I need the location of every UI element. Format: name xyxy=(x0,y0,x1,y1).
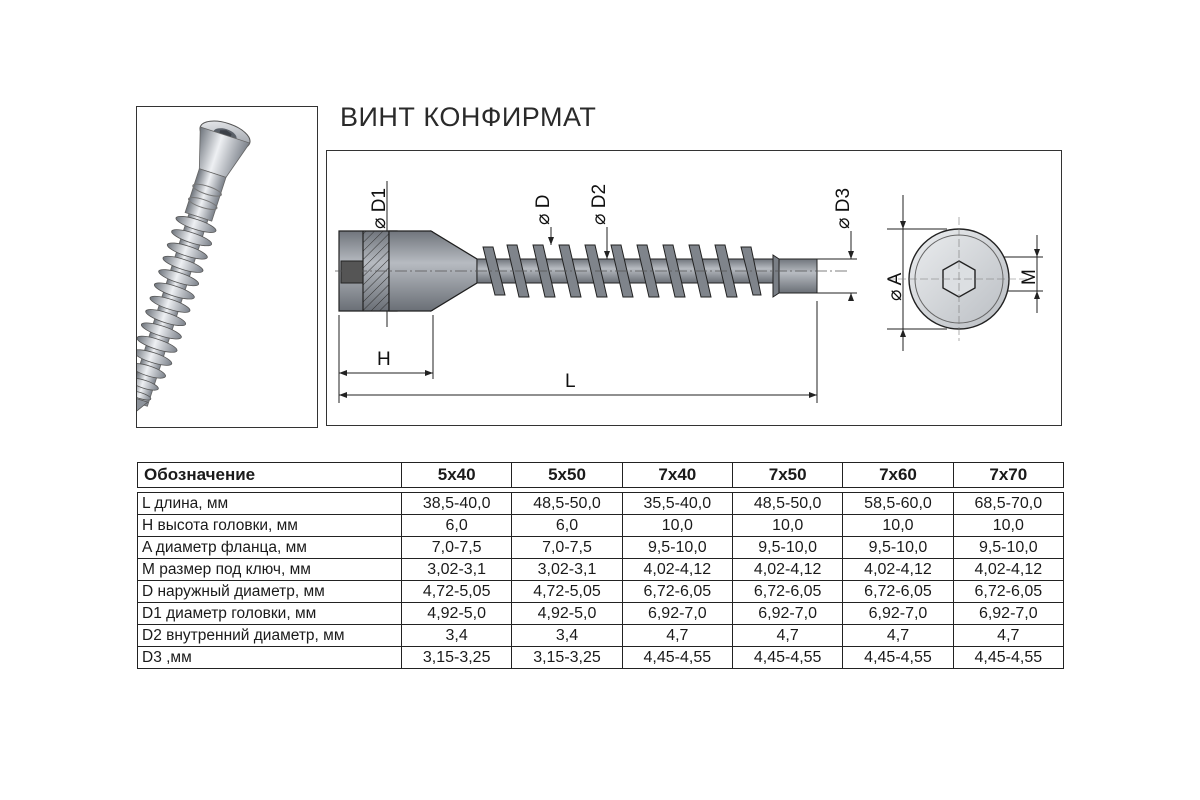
table-cell: 58,5-60,0 xyxy=(843,493,953,515)
table-cell: 4,72-5,05 xyxy=(402,581,512,603)
header-designation: Обозначение xyxy=(138,463,402,488)
param-label: M размер под ключ, мм xyxy=(138,559,402,581)
table-cell: 6,0 xyxy=(512,515,622,537)
label-l: L xyxy=(565,371,576,392)
table-cell: 10,0 xyxy=(732,515,842,537)
table-cell: 4,02-4,12 xyxy=(622,559,732,581)
table-cell: 10,0 xyxy=(953,515,1063,537)
header-size: 5x50 xyxy=(512,463,622,488)
table-cell: 3,4 xyxy=(402,625,512,647)
table-cell: 6,72-6,05 xyxy=(622,581,732,603)
label-d3: ⌀ D3 xyxy=(833,187,854,229)
header-size: 5x40 xyxy=(402,463,512,488)
spec-table xyxy=(137,462,1064,669)
label-m: M xyxy=(1019,269,1040,285)
header-size: 7x50 xyxy=(732,463,842,488)
table-cell: 3,02-3,1 xyxy=(512,559,622,581)
table-cell: 68,5-70,0 xyxy=(953,493,1063,515)
screw-photo xyxy=(136,106,318,428)
table-cell: 4,45-4,55 xyxy=(732,647,842,669)
table-row xyxy=(138,537,1064,559)
param-label: D3 ,мм xyxy=(138,647,402,669)
table-cell: 9,5-10,0 xyxy=(953,537,1063,559)
param-label: A диаметр фланца, мм xyxy=(138,537,402,559)
table-header-row xyxy=(138,463,1064,488)
table-cell: 4,7 xyxy=(622,625,732,647)
page-title: ВИНТ КОНФИРМАТ xyxy=(340,102,597,132)
table-cell: 6,72-6,05 xyxy=(732,581,842,603)
table-cell: 6,0 xyxy=(402,515,512,537)
table-cell: 4,7 xyxy=(843,625,953,647)
header-size: 7x70 xyxy=(953,463,1063,488)
table-cell: 38,5-40,0 xyxy=(402,493,512,515)
header-size: 7x40 xyxy=(622,463,732,488)
table-cell: 3,02-3,1 xyxy=(402,559,512,581)
table-cell: 4,45-4,55 xyxy=(622,647,732,669)
table-cell: 4,92-5,0 xyxy=(402,603,512,625)
table-cell: 4,02-4,12 xyxy=(732,559,842,581)
param-label: D наружный диаметр, мм xyxy=(138,581,402,603)
table-cell: 6,92-7,0 xyxy=(843,603,953,625)
param-label: D2 внутренний диаметр, мм xyxy=(138,625,402,647)
table-cell: 6,92-7,0 xyxy=(732,603,842,625)
param-label: H высота головки, мм xyxy=(138,515,402,537)
label-a: ⌀ A xyxy=(885,272,906,301)
table-cell: 48,5-50,0 xyxy=(512,493,622,515)
label-h: H xyxy=(377,349,391,370)
table-cell: 9,5-10,0 xyxy=(622,537,732,559)
table-row xyxy=(138,559,1064,581)
table-cell: 3,15-3,25 xyxy=(512,647,622,669)
table-cell: 4,45-4,55 xyxy=(953,647,1063,669)
table-cell: 4,92-5,0 xyxy=(512,603,622,625)
table-row xyxy=(138,515,1064,537)
table-cell: 9,5-10,0 xyxy=(843,537,953,559)
table-row xyxy=(138,581,1064,603)
table-cell: 7,0-7,5 xyxy=(402,537,512,559)
table-row xyxy=(138,603,1064,625)
param-label: L длина, мм xyxy=(138,493,402,515)
table-cell: 7,0-7,5 xyxy=(512,537,622,559)
table-cell: 3,4 xyxy=(512,625,622,647)
table-cell: 48,5-50,0 xyxy=(732,493,842,515)
label-d: ⌀ D xyxy=(533,194,554,225)
table-row xyxy=(138,625,1064,647)
table-cell: 3,15-3,25 xyxy=(402,647,512,669)
header-size: 7x60 xyxy=(843,463,953,488)
param-label: D1 диаметр головки, мм xyxy=(138,603,402,625)
table-cell: 6,72-6,05 xyxy=(843,581,953,603)
table-cell: 4,7 xyxy=(953,625,1063,647)
screw-photo-image xyxy=(137,107,317,427)
table-cell: 4,02-4,12 xyxy=(953,559,1063,581)
table-cell: 35,5-40,0 xyxy=(622,493,732,515)
table-row xyxy=(138,493,1064,515)
technical-drawing xyxy=(326,150,1062,426)
table-cell: 10,0 xyxy=(843,515,953,537)
table-cell: 10,0 xyxy=(622,515,732,537)
table-cell: 4,02-4,12 xyxy=(843,559,953,581)
table-cell: 4,7 xyxy=(732,625,842,647)
table-cell: 6,72-6,05 xyxy=(953,581,1063,603)
table-cell: 6,92-7,0 xyxy=(622,603,732,625)
screw-drawing xyxy=(327,151,1061,425)
screw-end-view xyxy=(887,217,1031,341)
table-cell: 6,92-7,0 xyxy=(953,603,1063,625)
table-cell: 9,5-10,0 xyxy=(732,537,842,559)
table-row xyxy=(138,647,1064,669)
label-d2: ⌀ D2 xyxy=(589,183,610,225)
table-cell: 4,72-5,05 xyxy=(512,581,622,603)
label-d1: ⌀ D1 xyxy=(369,187,390,229)
table-cell: 4,45-4,55 xyxy=(843,647,953,669)
